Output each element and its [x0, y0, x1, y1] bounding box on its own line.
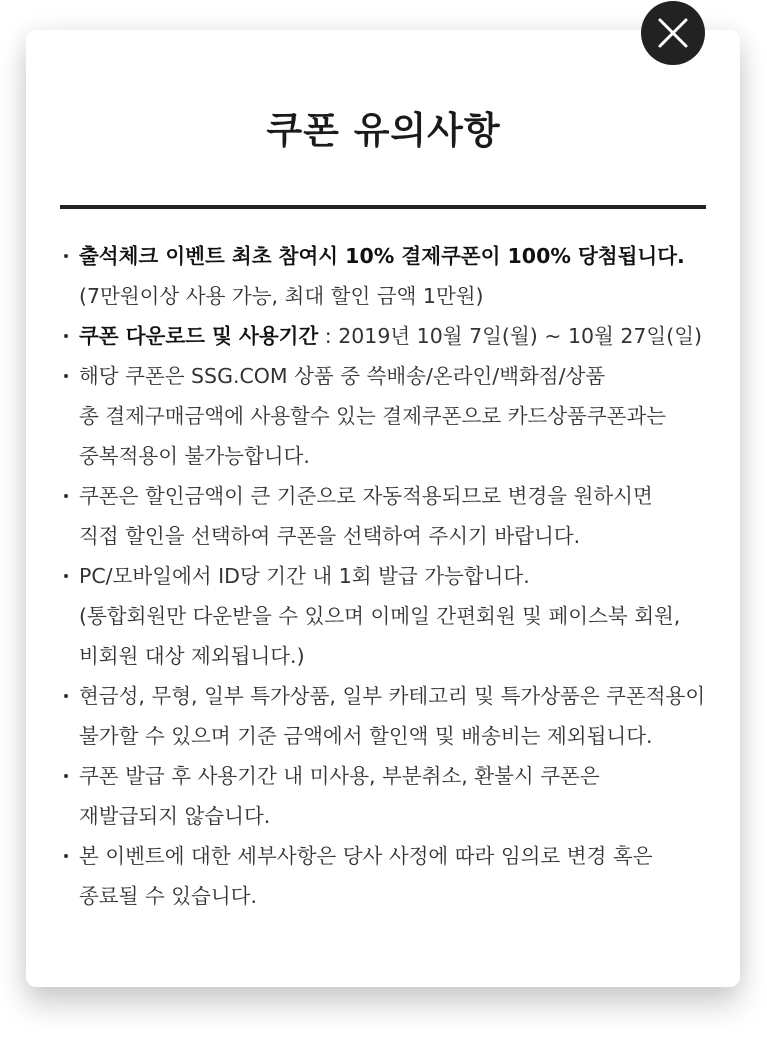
- close-icon: [641, 1, 705, 65]
- notice-line: 총 결제구매금액에 사용할수 있는 결제쿠폰으로 카드상품쿠폰과는: [79, 404, 667, 428]
- usage-period-value: : 2019년 10월 7일(월) ~ 10월 27일(일): [318, 324, 703, 348]
- notice-item: [60, 316, 720, 356]
- notice-line: PC/모바일에서 ID당 기간 내 1회 발급 가능합니다.: [79, 564, 530, 588]
- notice-line: 중복적용이 불가능합니다.: [79, 444, 310, 468]
- notice-line: (통합회원만 다운받을 수 있으며 이메일 간편회원 및 페이스북 회원,: [79, 604, 681, 628]
- notice-item: [60, 836, 720, 916]
- notice-line: 쿠폰은 할인금액이 큰 기준으로 자동적용되므로 변경을 원하시면: [79, 484, 653, 508]
- notice-line: 본 이벤트에 대한 세부사항은 당사 사정에 따라 임의로 변경 혹은: [79, 844, 653, 868]
- title-divider: [60, 205, 706, 209]
- usage-period-label: 쿠폰 다운로드 및 사용기간: [79, 324, 319, 348]
- notice-item: [60, 556, 720, 676]
- notice-line: 직접 할인을 선택하여 쿠폰을 선택하여 주시기 바랍니다.: [79, 524, 581, 548]
- notice-line: 비회원 대상 제외됩니다.): [79, 644, 305, 668]
- notice-line: 재발급되지 않습니다.: [79, 804, 271, 828]
- notice-list: [60, 236, 720, 916]
- close-button[interactable]: [641, 1, 705, 65]
- notice-line: 해당 쿠폰은 SSG.COM 상품 중 쓱배송/온라인/백화점/상품: [79, 364, 606, 388]
- notice-item: [60, 236, 720, 316]
- notice-item: [60, 476, 720, 556]
- notice-line: 불가할 수 있으며 기준 금액에서 할인액 및 배송비는 제외됩니다.: [79, 724, 653, 748]
- notice-line: 현금성, 무형, 일부 특가상품, 일부 카테고리 및 특가상품은 쿠폰적용이: [79, 684, 706, 708]
- notice-line: 출석체크 이벤트 최초 참여시 10% 결제쿠폰이 100% 당첨됩니다.: [79, 244, 685, 268]
- notice-item: [60, 676, 720, 756]
- page-title: 쿠폰 유의사항: [266, 109, 501, 152]
- notice-line: 종료될 수 있습니다.: [79, 884, 257, 908]
- notice-line: (7만원이상 사용 가능, 최대 할인 금액 1만원): [79, 284, 484, 308]
- notice-item: [60, 756, 720, 836]
- notice-item: [60, 356, 720, 476]
- notice-line: 쿠폰 발급 후 사용기간 내 미사용, 부분취소, 환불시 쿠폰은: [79, 764, 600, 788]
